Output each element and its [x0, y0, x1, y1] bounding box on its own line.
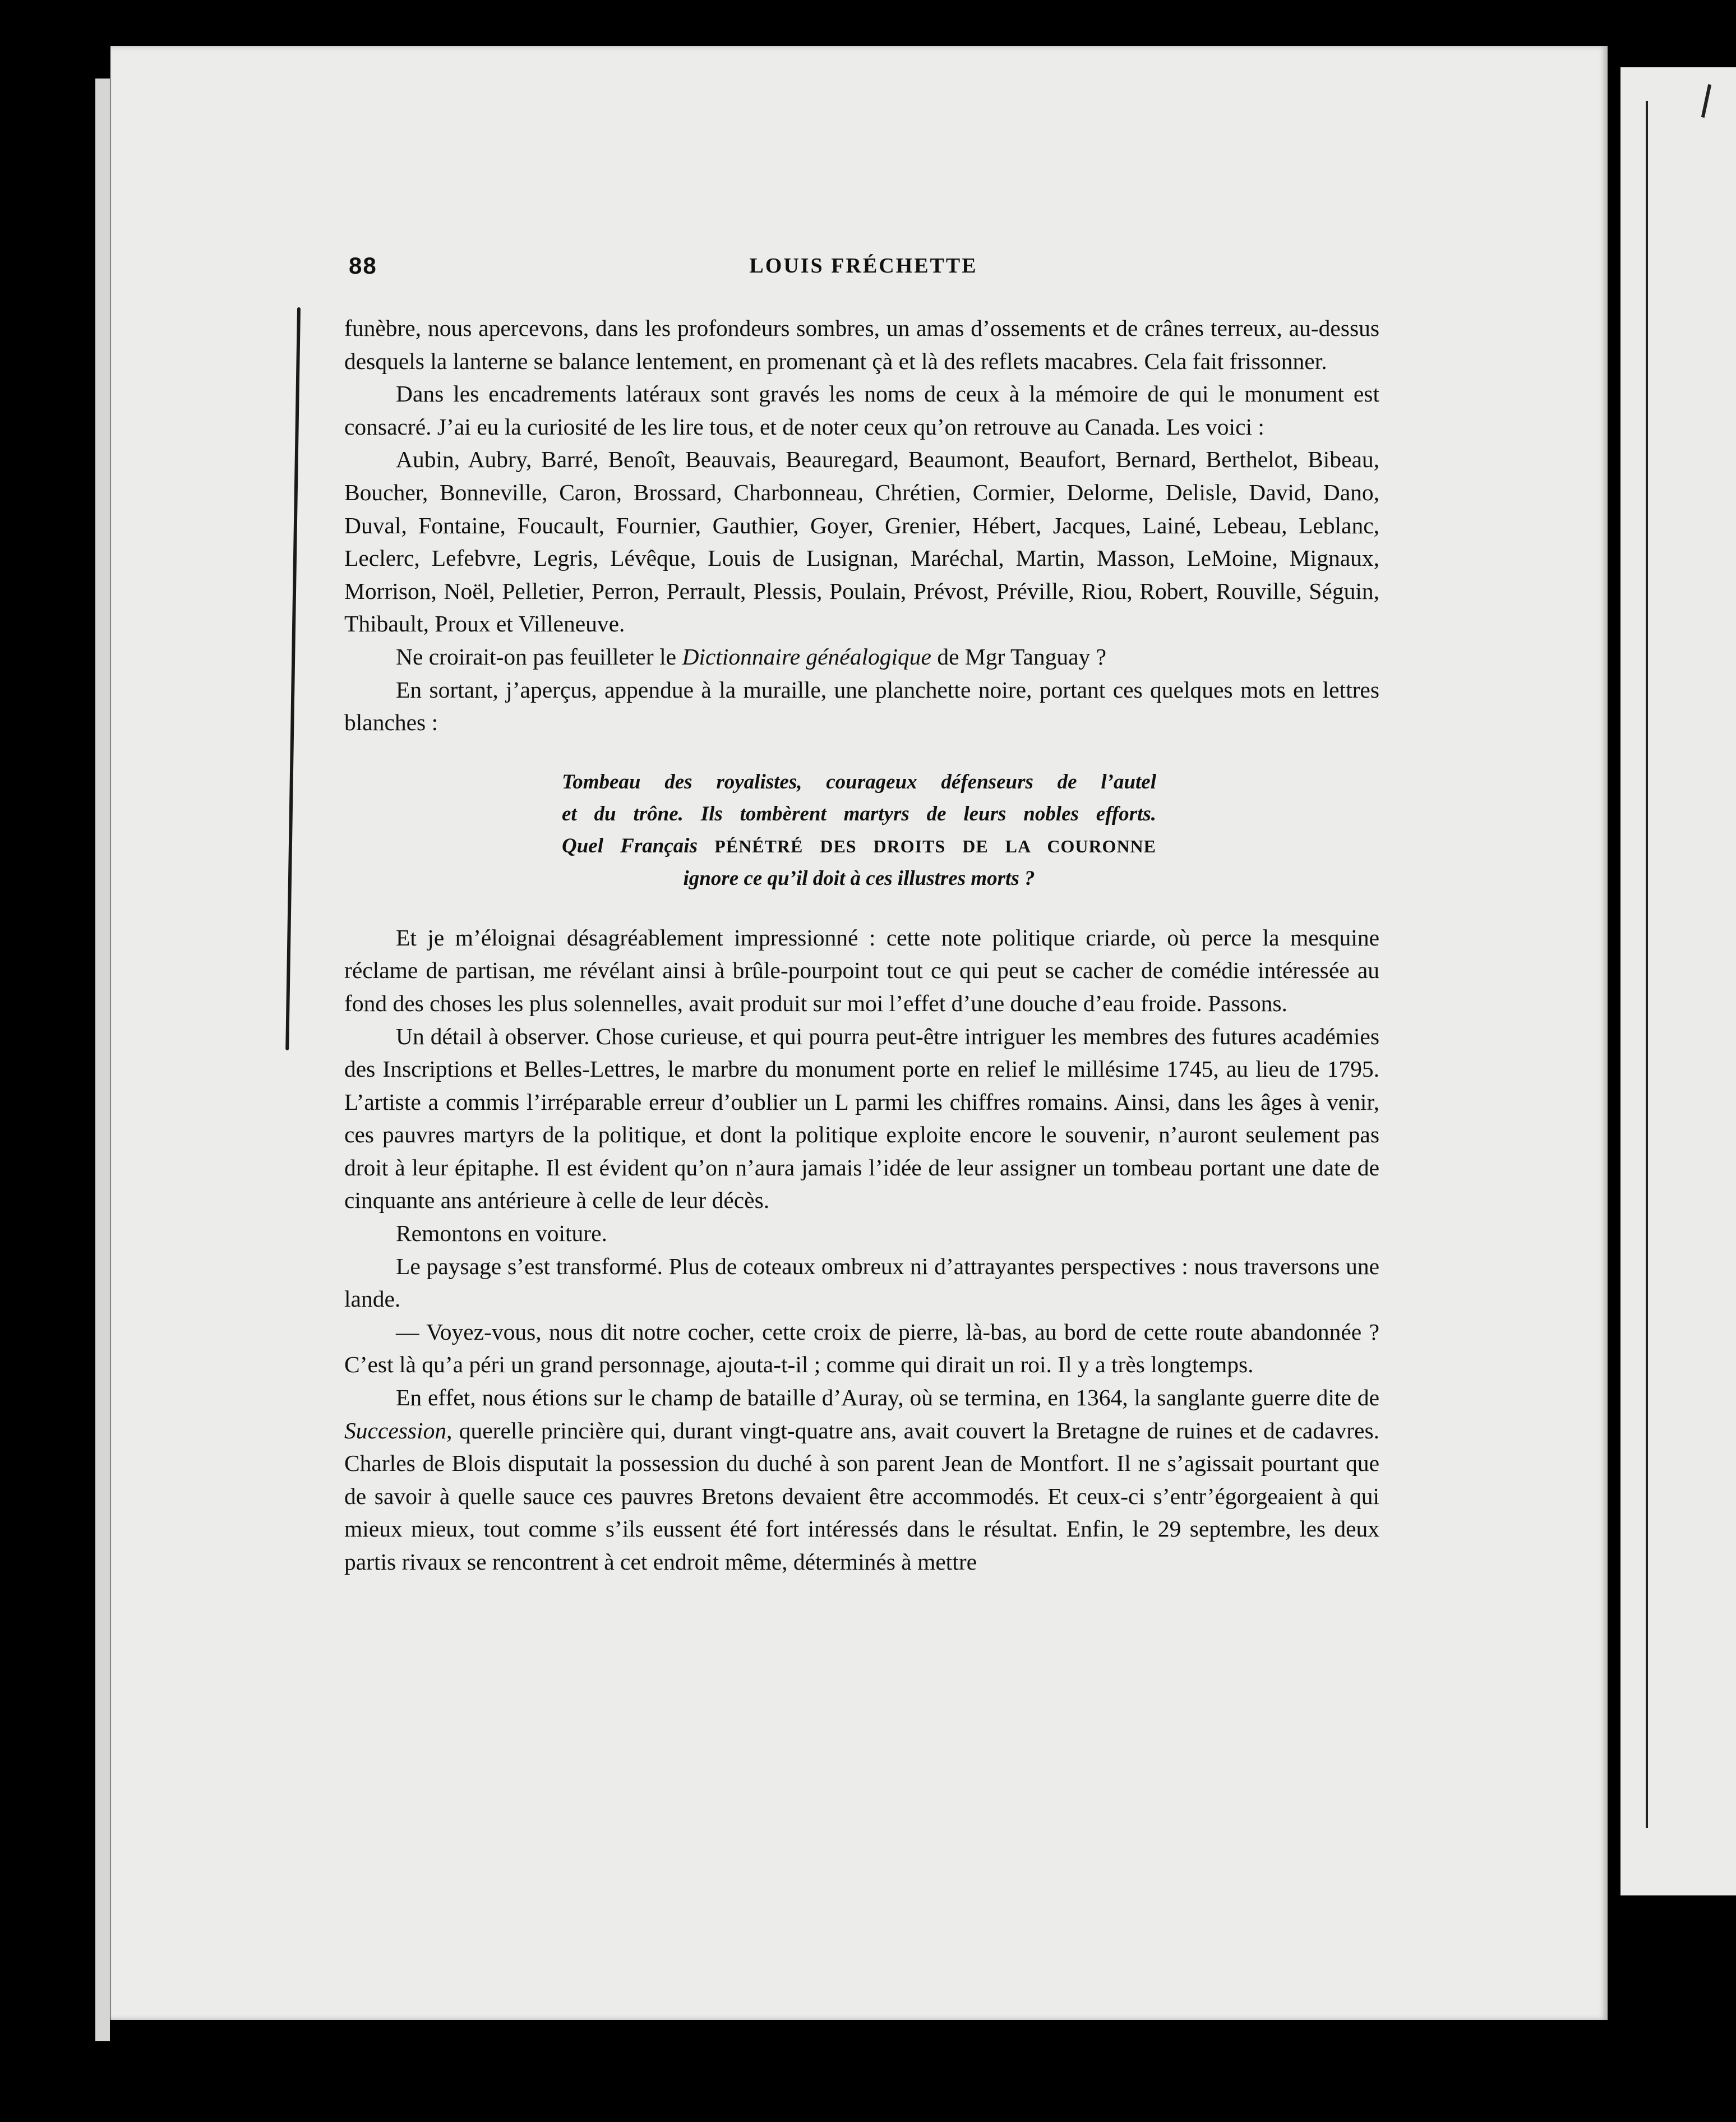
paragraph-names-list: Aubin, Aubry, Barré, Benoît, Beauvais, Beauregard, Beaumont, Beaufort, Bernard, Berthelot, Bibeau, Boucher, Bonneville, Caron, Brossard, Charbonneau, Chrétien, Cormier, Delorme, Delisle, David, Dano, Duval, Fontaine, Foucault, Fournier, Gauthier, Goyer, Grenier, Hébert, Jacques, Lainé, Lebeau, Leblanc, Leclerc, Lefebvre, Legris, Lévêque, Louis de Lusignan, Maréchal, Martin, Masson, LeMoine, Mignaux, Morrison, Noël, Pelletier, Perron, Perrault, Plessis, Poulain, Prévost, Préville, Riou, Robert, Rouville, Séguin, Thibault, Proux et Villeneuve.: [344, 446, 1379, 637]
page-number: 88: [349, 252, 377, 279]
paragraph-8: Le paysage s’est transformé. Plus de coteaux ombreux ni d’attrayantes perspectives : nous traversons une lande.: [344, 1253, 1379, 1312]
paragraph-1: Dans les encadrements latéraux sont gravés les noms de ceux à la mémoire de qui le monument est consacré. J’ai eu la curiosité de les lire tous, et de noter ceux qu’on retrouve au Canada. Les voici :: [344, 381, 1379, 440]
paragraph-10-text-a: En effet, nous étions sur le champ de bataille d’Auray, où se termina, en 1364, la sanglante guerre dite de: [396, 1385, 1379, 1411]
inscription-line-3-text: Quel Français: [562, 834, 715, 857]
paragraph-10-text-b: , querelle princière qui, durant vingt-quatre ans, avait couvert la Bretagne de ruines et de cadavres. Charles de Blois disputait la possession du duché à son parent Jean de Montfort. Il ne s’agissait pourtant que de savoir à quelle sauce ces pauvres Bretons devaient être accommodés. Et ceux-ci s’entr’égorgeaient à qui mieux mieux, tout comme s’ils eussent été fort intéressés dans le résultat. Enfin, le 29 septembre, les deux partis rivaux se rencontrent à cet endroit même, déterminés à mettre: [344, 1417, 1379, 1575]
page-header: [349, 252, 1378, 286]
book-title-dictionnaire: Dictionnaire généalogique: [682, 643, 931, 670]
paragraph-3: [344, 640, 1379, 673]
inscription-line-3-caps: PÉNÉTRÉ DES DROITS DE LA COURONNE: [714, 836, 1157, 856]
paragraph-0: funèbre, nous apercevons, dans les profondeurs sombres, un amas d’ossements et de crânes terreux, au-dessus desquels la lanterne se balance lentement, en promenant çà et là des reflets macabres. Cela fait frissonner.: [344, 315, 1379, 374]
paragraph-3-text-b: de Mgr Tanguay ?: [931, 643, 1107, 670]
term-succession: Succession: [344, 1417, 447, 1443]
paragraph-6: Un détail à observer. Chose curieuse, et qui pourra peut-être intriguer les membres des futures académies des Inscriptions et Belles-Lettres, le marbre du monument porte en relief le millésime 1745, au lieu de 1795. L’artiste a commis l’irréparable erreur d’oublier un L parmi les chiffres romains. Ainsi, dans les âges à venir, ces pauvres martyrs de la politique, et dont la politique exploite encore le souvenir, n’auront seulement pas droit à leur épitaphe. Il est évident qu’on n’aura jamais l’idée de leur assigner un tombeau portant une date de cinquante ans antérieure à celle de leur décès.: [344, 1023, 1379, 1214]
inscription-line-1: Tombeau des royalistes, courageux défenseurs de l’autel: [562, 770, 1156, 794]
inscription-line-2: et du trône. Ils tombèrent martyrs de leurs nobles efforts.: [562, 802, 1156, 825]
paragraph-9: — Voyez-vous, nous dit notre cocher, cette croix de pierre, là-bas, au bord de cette route abandonnée ? C’est là qu’a péri un grand personnage, ajouta-t-il ; comme qui dirait un roi. Il y a très longtemps.: [344, 1318, 1379, 1378]
inscription-line-3: [562, 830, 1156, 862]
inscription-line-4: ignore ce qu’il doit à ces illustres morts ?: [683, 866, 1035, 890]
adjacent-page-margin-line: [1646, 101, 1648, 1828]
paragraph-7: Remontons en voiture.: [396, 1220, 607, 1247]
adjacent-page-edge: [1620, 67, 1736, 1895]
inscription-quote: [562, 766, 1156, 894]
running-title: LOUIS FRÉCHETTE: [749, 254, 978, 278]
paragraph-3-text-a: Ne croirait-on pas feuilleter le: [396, 643, 682, 670]
paragraph-10: [344, 1381, 1379, 1579]
paragraph-4: En sortant, j’aperçus, appendue à la muraille, une planchette noire, portant ces quelques mots en lettres blanches :: [344, 676, 1379, 736]
page-fold-shadow: [95, 79, 110, 2041]
paragraph-5: Et je m’éloignai désagréablement impressionné : cette note politique criarde, où perce la mesquine réclame de partisan, me révélant ainsi à brûle-pourpoint tout ce qui peut se cacher de comédie intéressée au fond des choses les plus solennelles, avait produit sur moi l’effet d’une douche d’eau froide. Passons.: [344, 924, 1379, 1016]
body-text: [344, 312, 1379, 1579]
